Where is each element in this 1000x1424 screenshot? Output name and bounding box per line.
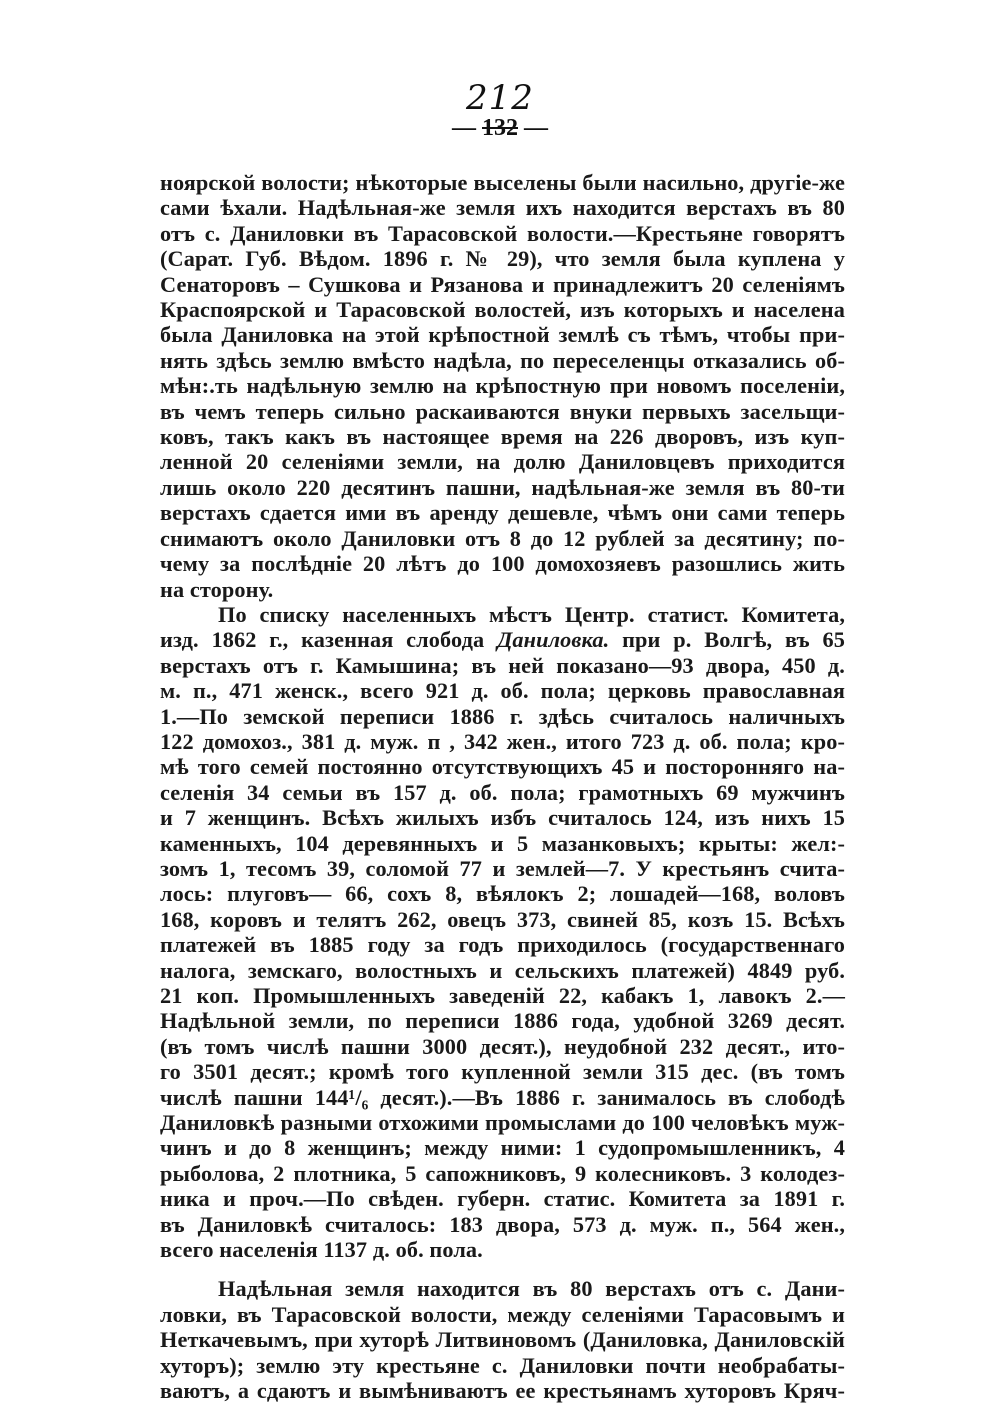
text-line: 122 домохоз., 381 д. муж. п , 342 жен., итого 723 д. об. пола; кро-: [160, 728, 845, 754]
text-line: была Даниловка на этой крѣпостной землѣ съ тѣмъ, чтобы при-: [160, 322, 845, 348]
text-line: Сенаторовъ – Сушкова и Рязанова и принадлежитъ 20 селеніямъ: [160, 271, 845, 297]
page-number-digits: 132: [482, 115, 518, 141]
text-line: мѣн:.ть надѣльную землю на крѣпостную при новомъ поселеніи,: [160, 373, 845, 399]
text-line: лось: плуговъ— 66, сохъ 8, вѣялокъ 2; лошадей—168, воловъ: [160, 881, 845, 907]
text-line: хуторъ); землю эту крестьяне с. Даниловки почти необрабаты-: [160, 1352, 845, 1378]
place-name-italic: Даниловка.: [497, 627, 610, 653]
text-line: налога, земскаго, волостныхъ и сельскихъ платежей) 4849 руб.: [160, 957, 845, 983]
text-line: въ Даниловкѣ считалось: 183 двора, 573 д. муж. п., 564 жен.,: [160, 1211, 845, 1237]
page-number-dash-right: —: [524, 115, 548, 141]
text-line: числѣ пашни 144¹/₆ десят.).—Въ 1886 г. занималось въ слободѣ: [160, 1084, 845, 1110]
text-line: ленной 20 селеніями земли, на долю Даниловцевъ приходится: [160, 449, 845, 475]
text-line: ловки, въ Тарасовской волости, между селеніями Тарасовымъ и: [160, 1301, 845, 1327]
text-line: (Сарат. Губ. Вѣдом. 1896 г. № 29), что земля была куплена у: [160, 246, 845, 272]
text-line: селенія 34 семьи въ 157 д. об. пола; грамотныхъ 69 мужчинъ: [160, 779, 845, 805]
text-line: ноярской волости; нѣкоторые выселены были насильно, другіе-же: [160, 170, 845, 195]
paragraph-gap: [160, 1262, 845, 1276]
paragraph: [160, 1276, 845, 1403]
text-line: верстахъ сдается ими въ аренду дешевле, чѣмъ они сами теперь: [160, 500, 845, 526]
text-line: [160, 627, 845, 652]
text-line: платежей въ 1885 году за годъ приходилось (государственнаго: [160, 932, 845, 958]
text-line: въ чемъ теперь сильно раскаиваются внуки первыхъ засельщи-: [160, 398, 845, 424]
paragraph: [160, 602, 845, 1263]
paragraph: [160, 170, 845, 602]
text-line: Неткачевымъ, при хуторѣ Литвиновомъ (Даниловка, Даниловскій: [160, 1327, 845, 1353]
text-line: ковъ, такъ какъ въ настоящее время на 226 дворовъ, изъ куп-: [160, 424, 845, 450]
text-line: м. п., 471 женск., всего 921 д. об. пола; церковь православная: [160, 678, 845, 704]
text-line: Надѣльной земли, по переписи 1886 года, удобной 3269 десят.: [160, 1008, 845, 1034]
text-line: чинъ и до 8 женщинъ; между ними: 1 судопромышленникъ, 4: [160, 1135, 845, 1161]
text-line: отъ с. Даниловки въ Тарасовской волости.—Крестьяне говорятъ: [160, 220, 845, 246]
handwritten-page-number: 212: [466, 78, 534, 118]
page-number-dash-left: —: [452, 115, 476, 141]
text-line: (въ томъ числѣ пашни 3000 десят.), неудобной 232 десят., ито-: [160, 1033, 845, 1059]
text-line: Даниловкѣ разными отхожими промыслами до 100 человѣкъ муж-: [160, 1110, 845, 1136]
text-fragment: при р. Волгѣ, въ 65: [622, 627, 845, 653]
text-fragment: изд. 1862 г., казенная слобода: [160, 627, 485, 653]
text-line: каменныхъ, 104 деревянныхъ и 5 мазанковыхъ; крыты: жел:-: [160, 830, 845, 856]
text-line: лишь около 220 десятинъ пашни, надѣльная-же земля въ 80-ти: [160, 474, 845, 500]
text-line: всего населенія 1137 д. об. пола.: [160, 1237, 483, 1263]
text-line: 21 коп. Промышленныхъ заведеній 22, кабакъ 1, лавокъ 2.—: [160, 983, 845, 1008]
text-line: 168, коровъ и телятъ 262, овецъ 373, свиней 85, козъ 15. Всѣхъ: [160, 906, 845, 932]
text-line: По списку населенныхъ мѣстъ Центр. статист. Комитета,: [218, 601, 845, 627]
text-line: сами ѣхали. Надѣльная-же земля ихъ находится верстахъ въ 80: [160, 195, 845, 221]
text-line: чему за послѣдніе 20 лѣтъ до 100 домохозяевъ разошлись жить: [160, 551, 845, 577]
text-line: на сторону.: [160, 576, 274, 602]
text-line: и 7 женщинъ. Всѣхъ жилыхъ избъ считалось 124, изъ нихъ 15: [160, 805, 845, 831]
text-line: ника и проч.—По свѣден. губерн. статис. Комитета за 1891 г.: [160, 1186, 845, 1212]
text-line: мѣ того семей постоянно отсутствующихъ 45 и посторонняго на-: [160, 754, 845, 780]
text-line: верстахъ отъ г. Камышина; въ ней показано—93 двора, 450 д.: [160, 652, 845, 678]
text-line: зомъ 1, тесомъ 39, соломой 77 и землей—7. У крестьянъ счита-: [160, 855, 845, 881]
text-line: ваютъ, а сдаютъ и вымѣниваютъ ее крестьянамъ хуторовъ Кряч-: [160, 1378, 845, 1404]
text-line: 1.—По земской переписи 1886 г. здѣсь считалось наличныхъ: [160, 703, 845, 729]
text-line: Надѣльная земля находится въ 80 верстахъ отъ с. Дани-: [218, 1276, 845, 1302]
text-line: го 3501 десят.; кромѣ того купленной земли 315 дес. (въ томъ: [160, 1059, 845, 1085]
text-line: Краспоярской и Тарасовской волостей, изъ которыхъ и населена: [160, 297, 845, 323]
text-line: нять здѣсь землю вмѣсто надѣла, по переселенцы отказались об-: [160, 347, 845, 373]
body-text: [160, 170, 845, 1404]
printed-page-number: [430, 114, 570, 142]
text-line: снимаютъ около Даниловки отъ 8 до 12 рублей за десятину; по-: [160, 525, 845, 551]
text-line: рыболова, 2 плотника, 5 сапожниковъ, 9 колесниковъ. 3 колодез-: [160, 1160, 845, 1186]
